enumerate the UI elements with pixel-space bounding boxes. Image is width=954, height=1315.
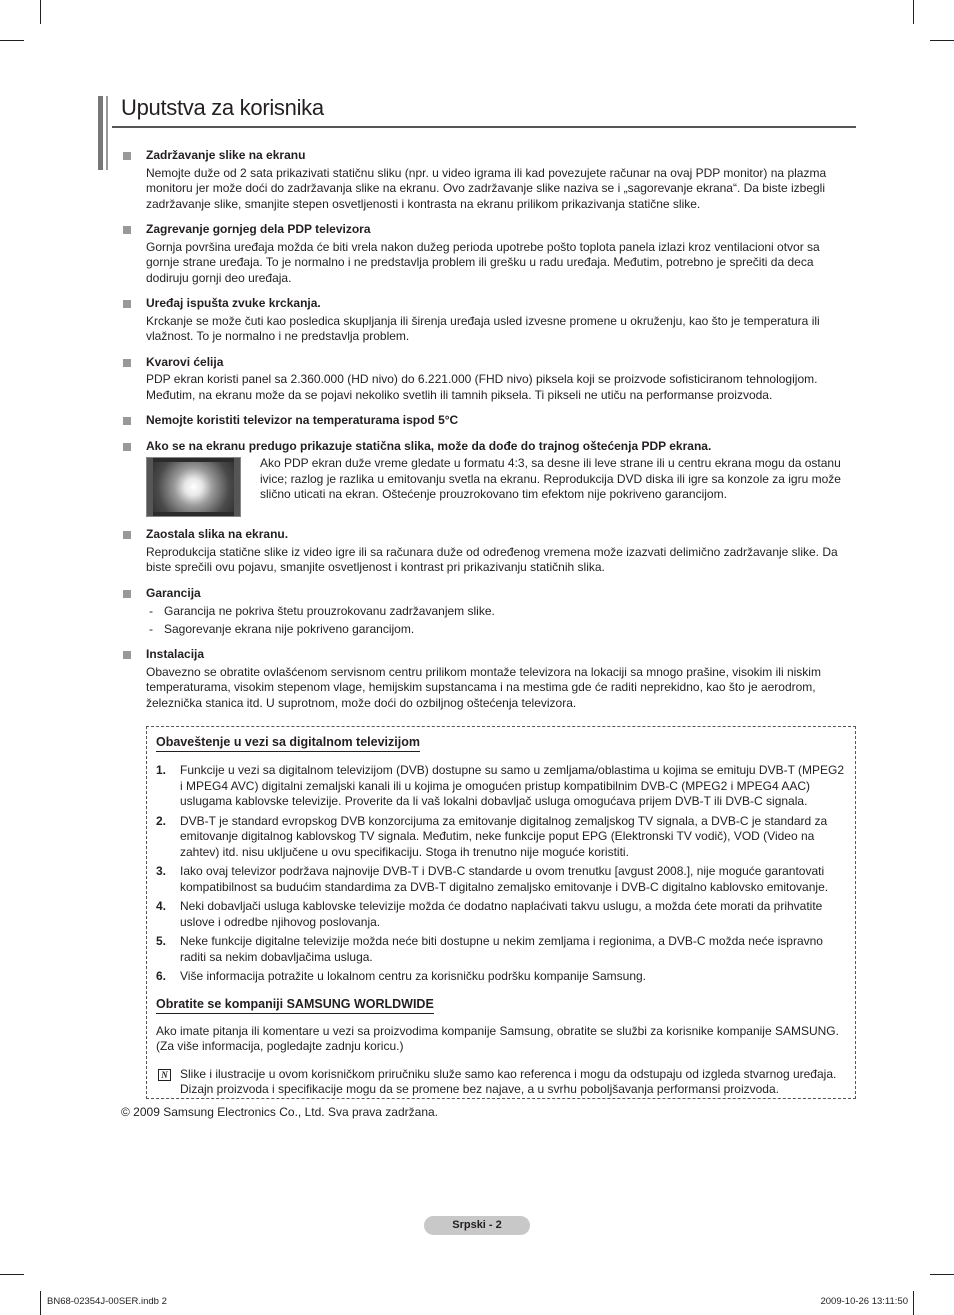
bullet-square-icon <box>123 152 131 160</box>
section-body: Gornja površina uređaja možda će biti vrela nakon dužeg perioda upotrebe pošto toplota panela izlazi kroz ventilacioni otvor sa gornje strane uređaja. To je normalno i ne predstavlja problem ili grešku u radu uređaja. Međutim, potrebno je sprečiti da deca dodiruju gornji deo uređaja. <box>146 239 820 285</box>
bullet-square-icon <box>123 590 131 598</box>
bullet-square-icon <box>123 651 131 659</box>
warranty-list <box>146 603 856 637</box>
list-item <box>156 763 845 810</box>
side-bar-left <box>147 458 153 516</box>
dash-marker: - <box>149 622 153 636</box>
section-body: Krckanje se može čuti kao posledica skupljanja ili širenja uređaja usled izvesne promene u okruženju, kao što je temperatura ili vlažnost. To je normalno i ne predstavlja problem. <box>146 313 820 343</box>
notice-heading: Obaveštenje u vezi sa digitalnom televizijom <box>156 734 420 752</box>
digital-tv-notice-box <box>146 726 856 1099</box>
list-item <box>156 934 845 965</box>
list-item <box>156 899 845 930</box>
list-item-text: DVB-T je standard evropskog DVB konzorcijuma za emitovanje digitalnog zemaljskog TV signala, a DVB-C je standard za emitovanje digitalnog kablovskog TV signala. Međutim, neke funkcije poput EPG (Elektronski TV vodič), VOD (Video na zahtev) itd. nisu uključene u ovu specifikaciju. Stoga ih trenutno nije moguće koristiti. <box>180 813 828 859</box>
list-item <box>146 603 856 619</box>
section-body: Obavezno se obratite ovlašćenom servisnom centru prilikom montaže televizora na lokaciji sa mnogo prašine, visokim ili niskim temperaturama, visokim stepenom vlage, hemijskim supstancama i na mestima gde će raditi neprekidno, kao što je aerodrom, železnička stanica itd. U suprotnom, može doći do ozbiljnog oštećenja televizora. <box>146 664 821 710</box>
side-bar-right <box>234 458 240 516</box>
note-icon: N <box>158 1069 171 1081</box>
section-heading: Zagrevanje gornjeg dela PDP televizora <box>146 222 371 236</box>
title-decoration <box>98 96 112 170</box>
crop-mark <box>0 1274 24 1275</box>
list-item-text: Neki dobavljači usluga kablovske televizije možda će dodatno naplaćivati takvu uslugu, a možda ćete morati da prihvatite uslove i odredbe njihovog poslovanja. <box>180 899 823 929</box>
list-item <box>156 969 845 985</box>
bullet-square-icon <box>123 443 131 451</box>
list-number: 4. <box>156 899 167 913</box>
crop-mark <box>913 0 914 24</box>
bullet-square-icon <box>123 359 131 367</box>
section-heading: Kvarovi ćelija <box>146 354 224 369</box>
footer-timestamp: 2009-10-26 13:11:50 <box>820 1296 908 1307</box>
section-installation <box>121 647 856 711</box>
list-item-text: Funkcije u vezi sa digitalnom televizijom (DVB) dostupne su samo u zemljama/oblastima u kojima se emituju DVB-T (MPEG2 i MPEG4 AVC) digitalni zemaljski kanali ili u kojima je omogućen pristup kompatibilnim DVB-C (MPEG2 i MPEG4 AAC) uslugama kablovske televizije. Proverite da li vaš lokalni dobavljač usluga omogućava prijem DVB-T ili DVB-C signala. <box>180 763 845 808</box>
crop-mark <box>930 40 954 41</box>
notice-list <box>156 763 845 985</box>
list-item <box>146 621 856 637</box>
list-item <box>156 864 845 895</box>
list-number: 1. <box>156 763 167 777</box>
crop-mark <box>930 1274 954 1275</box>
image-text-row <box>146 456 856 517</box>
list-number: 6. <box>156 969 167 983</box>
dash-marker: - <box>149 604 153 618</box>
crop-mark <box>40 1291 41 1315</box>
main-content <box>121 148 856 721</box>
section-heading: Nemojte koristiti televizor na temperaturama ispod 5°C <box>146 413 459 427</box>
section-top-heating <box>121 222 856 286</box>
crop-mark <box>0 40 24 41</box>
section-heading: Ako se na ekranu predugo prikazuje statična slika, može da dođe do trajnog oštećenja PDP ekrana. <box>146 438 712 453</box>
list-item-text: Više informacija potražite u lokalnom centru za korisničku podršku kompanije Samsung. <box>180 969 647 983</box>
section-heading: Uređaj ispušta zvuke krckanja. <box>146 296 321 310</box>
note-text: Slike i ilustracije u ovom korisničkom priručniku služe samo kao referenca i mogu da odstupaju od izgleda stvarnog uređaja. Dizajn proizvoda i specifikacije mogu da se promene bez najave, a u svrhu poboljšavanja performansi proizvoda. <box>180 1066 837 1096</box>
section-afterimage <box>121 527 856 576</box>
tv-burn-in-image <box>146 457 241 517</box>
crop-mark <box>913 1291 914 1315</box>
bullet-square-icon <box>123 531 131 539</box>
contact-heading: Obratite se kompaniji SAMSUNG WORLDWIDE <box>156 996 434 1014</box>
list-number: 3. <box>156 864 167 878</box>
section-body: PDP ekran koristi panel sa 2.360.000 (HD nivo) do 6.221.000 (FHD nivo) piksela koji se proizvode sofisticiranom tehnologijom. Međutim, na ekranu može da se pojavi nekoliko svetlih ili tamnih piksela. Ti pikseli ne utiču na performanse proizvoda. <box>146 372 818 402</box>
page-number-badge: Srpski - 2 <box>424 1216 530 1235</box>
list-item-text: Iako ovaj televizor podržava najnovije DVB-T i DVB-C standarde u ovom trenutku [avgust 2008.], nije moguće garantovati kompatibilnost sa budućim standardima za DVB-T digitalno zemaljsko emitovanje i DVB-C digitalno kablovsko emitovanje. <box>180 864 829 894</box>
section-heading: Instalacija <box>146 647 205 661</box>
list-item-text: Sagorevanje ekrana nije pokriveno garancijom. <box>164 622 415 636</box>
section-heading: Garancija <box>146 585 201 600</box>
list-item-text: Neke funkcije digitalne televizije možda neće biti dostupne u nekim zemljama i regionima, a DVB-C možda neće ispravno raditi sa nekim dobavljačima usluga. <box>180 934 823 964</box>
tv-screen-image <box>153 462 234 512</box>
title-rule <box>112 126 856 128</box>
section-warranty <box>121 586 856 638</box>
list-number: 2. <box>156 813 167 828</box>
list-item-text: Garancija ne pokriva štetu prouzrokovanu zadržavanjem slike. <box>164 604 495 618</box>
section-image-retention <box>121 148 856 212</box>
crop-mark <box>40 0 41 24</box>
page-title: Uputstva za korisnika <box>121 95 324 120</box>
contact-body: Ako imate pitanja ili komentare u vezi sa proizvodima kompanije Samsung, obratite se službi za korisnike kompanije SAMSUNG. (Za više informacija, pogledajte zadnju koricu.) <box>156 1023 839 1053</box>
footer-file-name: BN68-02354J-00SER.indb 2 <box>47 1296 167 1307</box>
copyright-text: © 2009 Samsung Electronics Co., Ltd. Sva prava zadržana. <box>121 1105 439 1119</box>
section-temperature <box>121 413 856 429</box>
bullet-square-icon <box>123 417 131 425</box>
section-static-image-damage <box>121 439 856 518</box>
bullet-square-icon <box>123 226 131 234</box>
note-row <box>156 1067 845 1098</box>
list-number: 5. <box>156 934 167 948</box>
section-cracking-sounds <box>121 296 856 345</box>
section-body: Ako PDP ekran duže vreme gledate u formatu 4:3, sa desne ili leve strane ili u centru ekrana mogu da ostanu ivice; razlog je razlika u emitovanju svetla na ekranu. Reprodukcija DVD diska ili igre sa konzole za igru može slično uticati na ekran. Oštećenje prouzrokovano tim efektom nije pokriveno garancijom. <box>260 456 841 501</box>
title-bar-thick <box>98 96 103 170</box>
section-heading: Zadržavanje slike na ekranu <box>146 148 306 162</box>
title-bar-thin <box>106 96 108 170</box>
section-cell-defects <box>121 355 856 404</box>
section-body: Reprodukcija statične slike iz video igre ili sa računara duže od određenog vremena može izazvati delimično zadržavanje slike. Da biste sprečili ovu pojavu, smanjite osvetljenost i kontrast pri prikazivanju statičnih slika. <box>146 544 838 574</box>
section-heading: Zaostala slika na ekranu. <box>146 527 289 541</box>
list-item <box>156 814 845 861</box>
section-body: Nemojte duže od 2 sata prikazivati statičnu sliku (npr. u video igrama ili kad povezujete računar na ovaj PDP monitor) na plazma monitoru jer može doći do zadržavanja slike na ekranu. Ovo zadržavanje slike naziva se i „sagorevanje ekrana“. Da biste izbegli zadržavanje slike, smanjite stepen osvetljenosti i kontrasta na ekranu prilikom prikazivanja statične slike. <box>146 165 827 211</box>
bullet-square-icon <box>123 300 131 308</box>
